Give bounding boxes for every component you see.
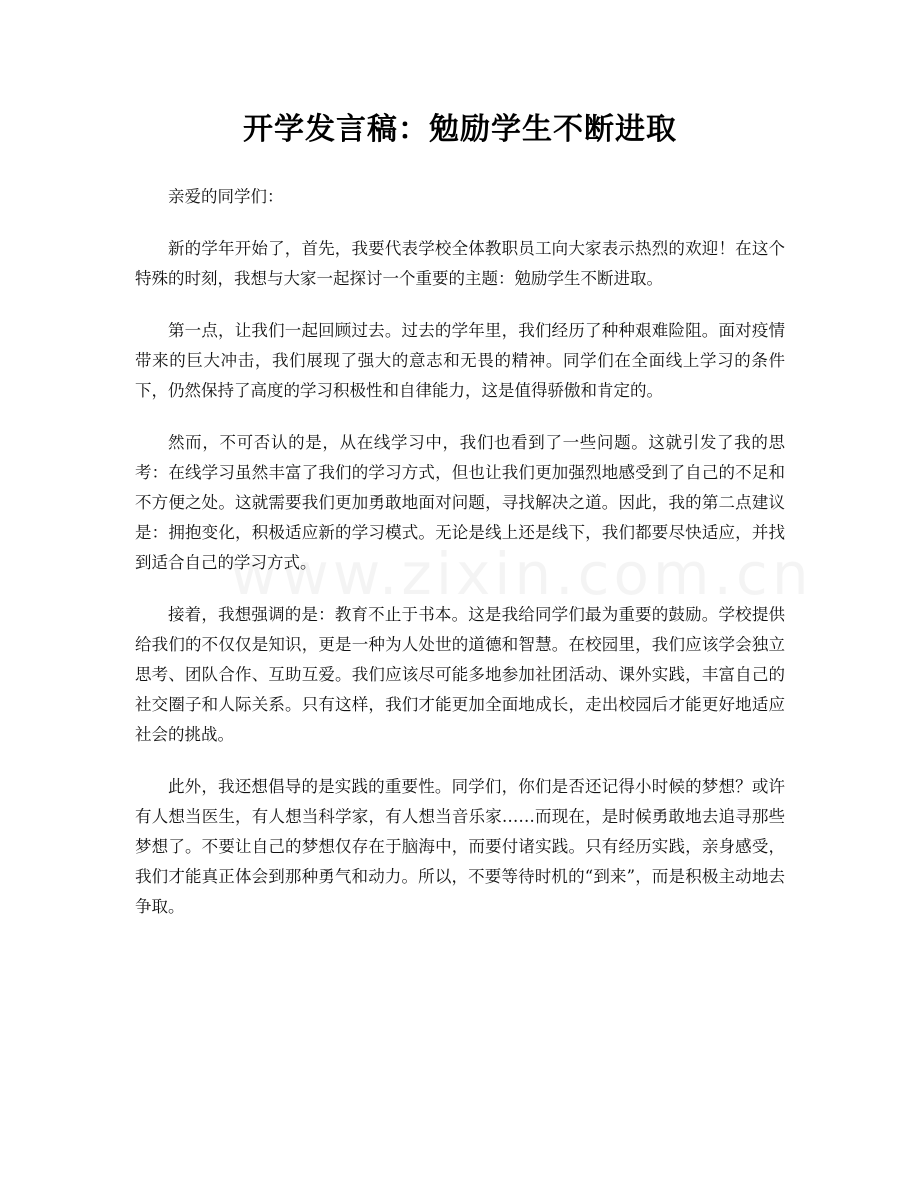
paragraph-3: 然而，不可否认的是，从在线学习中，我们也看到了一些问题。这就引发了我的思考：在线学习虽然丰富了我们的学习方式，但也让我们更加强烈地感受到了自己的不足和不方便之处。这就需要我们更加勇敢地面对问题，寻找解决之道。因此，我的第二点建议是：拥抱变化，积极适应新的学习模式。无论是线上还是线下，我们都要尽快适应，并找到适合自己的学习方式。 xyxy=(135,433,785,572)
paragraph-1: 新的学年开始了，首先，我要代表学校全体教职员工向大家表示热烈的欢迎！在这个特殊的时刻，我想与大家一起探讨一个重要的主题：勉励学生不断进取。 xyxy=(135,239,785,288)
document-title: 开学发言稿：勉励学生不断进取 xyxy=(243,112,677,147)
paragraph-4: 接着，我想强调的是：教育不止于书本。这是我给同学们最为重要的鼓励。学校提供给我们的不仅仅是知识，更是一种为人处世的道德和智慧。在校园里，我们应该学会独立思考、团队合作、互助互爱。我们应该尽可能多地参加社团活动、课外实践，丰富自己的社交圈子和人际关系。只有这样，我们才能更加全面地成长，走出校园后才能更好地适应社会的挑战。 xyxy=(135,605,785,744)
greeting: 亲爱的同学们： xyxy=(168,187,284,206)
paragraph-2: 第一点，让我们一起回顾过去。过去的学年里，我们经历了种种艰难险阻。面对疫情带来的巨大冲击，我们展现了强大的意志和无畏的精神。同学们在全面线上学习的条件下，仍然保持了高度的学习积极性和自律能力，这是值得骄傲和肯定的。 xyxy=(135,321,785,400)
paragraph-5: 此外，我还想倡导的是实践的重要性。同学们，你们是否还记得小时候的梦想？或许有人想当医生，有人想当科学家，有人想当音乐家……而现在，是时候勇敢地去追寻那些梦想了。不要让自己的梦想仅存在于脑海中，而要付诸实践。只有经历实践，亲身感受，我们才能真正体会到那种勇气和动力。所以，不要等待时机的“到来”，而是积极主动地去争取。 xyxy=(135,777,785,916)
document-body xyxy=(135,182,785,944)
